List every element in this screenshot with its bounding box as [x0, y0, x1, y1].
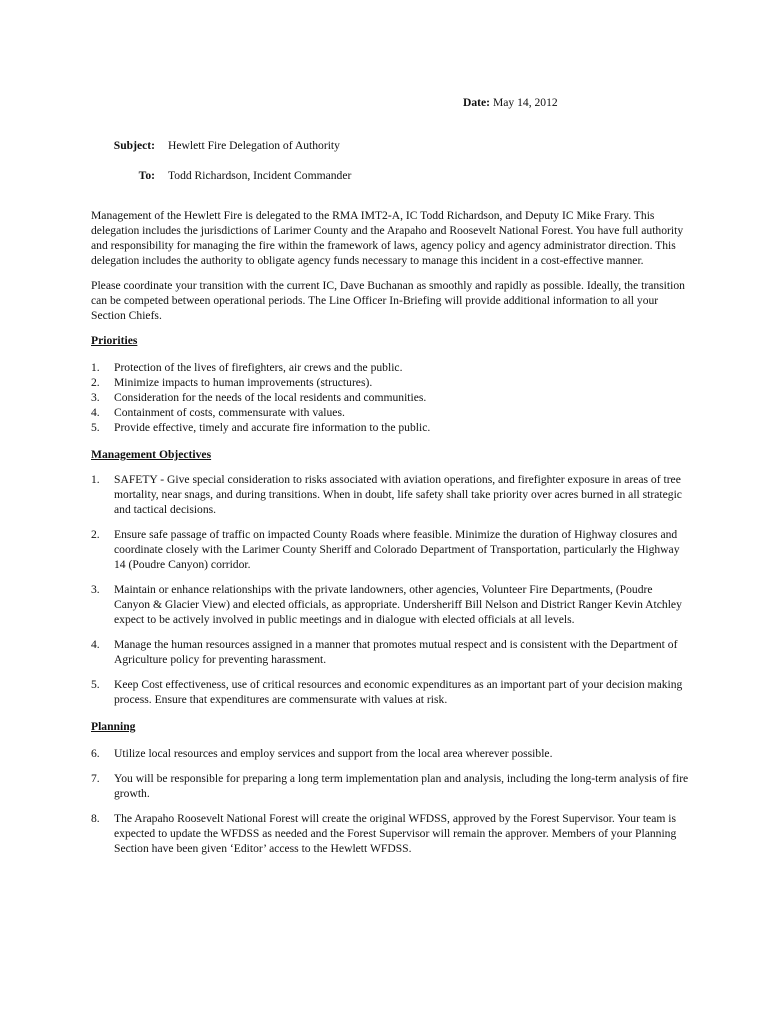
item-number: 1.	[91, 473, 100, 486]
objectives-heading: Management Objectives	[91, 448, 212, 461]
planning-heading: Planning	[91, 720, 136, 733]
to-value: Todd Richardson, Incident Commander	[168, 169, 352, 182]
item-number: 2.	[91, 528, 100, 541]
item-text: SAFETY - Give special consideration to risks associated with aviation operations, and firefighter exposure in areas of tree mortality, near snags, and during transitions. When in doubt, life safety shall take priority over acres burned in all strategic and tactical decisions.	[114, 473, 682, 516]
transition-paragraph: Please coordinate your transition with the current IC, Dave Buchanan as smoothly and rapidly as possible. Ideally, the transition can be competed between operational periods. The Line Officer In-Briefing will provide additional information to all your Section Chiefs.	[91, 279, 685, 322]
item-text: Maintain or enhance relationships with the private landowners, other agencies, Volunteer Fire Departments, (Poudre Canyon & Glacier View) and elected officials, as appropriate. Undersheriff Bill Nelson and District Ranger Kevin Atchley expect to be actively involved in public meetings and in dialogue with elected officials at all levels.	[114, 583, 682, 626]
item-number: 8.	[91, 812, 100, 825]
priorities-list	[91, 360, 691, 435]
list-item	[91, 582, 691, 627]
list-item	[91, 746, 691, 761]
planning-list	[91, 746, 691, 856]
objectives-list	[91, 472, 691, 707]
item-number: 5.	[91, 678, 100, 691]
body-content	[91, 208, 691, 856]
item-text: Ensure safe passage of traffic on impacted County Roads where feasible. Minimize the duration of Highway closures and coordinate closely with the Larimer County Sheriff and Colorado Department of Transportation, particularly the Highway 14 (Poudre Canyon) corridor.	[114, 528, 680, 571]
list-item	[91, 771, 691, 801]
item-number: 3.	[91, 391, 100, 404]
date-value: May 14, 2012	[492, 96, 558, 109]
to-label: To:	[138, 169, 155, 182]
date-label: Date:	[463, 96, 491, 109]
item-text: Consideration for the needs of the local residents and communities.	[114, 391, 427, 404]
list-item	[91, 677, 691, 707]
priorities-heading: Priorities	[91, 334, 138, 347]
list-item	[91, 420, 691, 435]
date-line	[463, 95, 558, 110]
subject-value: Hewlett Fire Delegation of Authority	[168, 139, 340, 152]
list-item	[91, 405, 691, 420]
item-number: 4.	[91, 406, 100, 419]
list-item	[91, 472, 691, 517]
item-text: Utilize local resources and employ services and support from the local area wherever possible.	[114, 747, 553, 760]
item-number: 2.	[91, 376, 100, 389]
item-number: 1.	[91, 361, 100, 374]
item-text: Protection of the lives of firefighters, air crews and the public.	[114, 361, 403, 374]
list-item	[91, 811, 691, 856]
item-number: 7.	[91, 772, 100, 785]
item-number: 5.	[91, 421, 100, 434]
item-text: The Arapaho Roosevelt National Forest will create the original WFDSS, approved by the Forest Supervisor. Your team is expected to update the WFDSS as needed and the Forest Supervisor will remain the approver. Members of your Planning Section have been given ‘Editor’ access to the Hewlett WFDSS.	[114, 812, 677, 855]
item-number: 3.	[91, 583, 100, 596]
item-text: Provide effective, timely and accurate fire information to the public.	[114, 421, 431, 434]
item-text: Minimize impacts to human improvements (structures).	[114, 376, 373, 389]
list-item	[91, 360, 691, 375]
item-text: Containment of costs, commensurate with values.	[114, 406, 345, 419]
item-text: Manage the human resources assigned in a manner that promotes mutual respect and is consistent with the Department of Agriculture policy for preventing harassment.	[114, 638, 678, 666]
item-text: You will be responsible for preparing a long term implementation plan and analysis, including the long-term analysis of fire growth.	[114, 772, 689, 800]
item-number: 6.	[91, 747, 100, 760]
list-item	[91, 637, 691, 667]
item-number: 4.	[91, 638, 100, 651]
list-item	[91, 527, 691, 572]
list-item	[91, 390, 691, 405]
subject-label: Subject:	[113, 139, 155, 152]
list-item	[91, 375, 691, 390]
item-text: Keep Cost effectiveness, use of critical resources and economic expenditures as an important part of your decision making process. Ensure that expenditures are commensurate with values at risk.	[114, 678, 683, 706]
delegation-paragraph: Management of the Hewlett Fire is delegated to the RMA IMT2-A, IC Todd Richardson, and Deputy IC Mike Frary. This delegation includes the jurisdictions of Larimer County and the Arapaho and Roosevelt National Forest. You have full authority and responsibility for managing the fire within the framework of laws, agency policy and agency administrator direction. This delegation includes the authority to obligate agency funds necessary to manage this incident in a cost-effective manner.	[91, 209, 684, 267]
